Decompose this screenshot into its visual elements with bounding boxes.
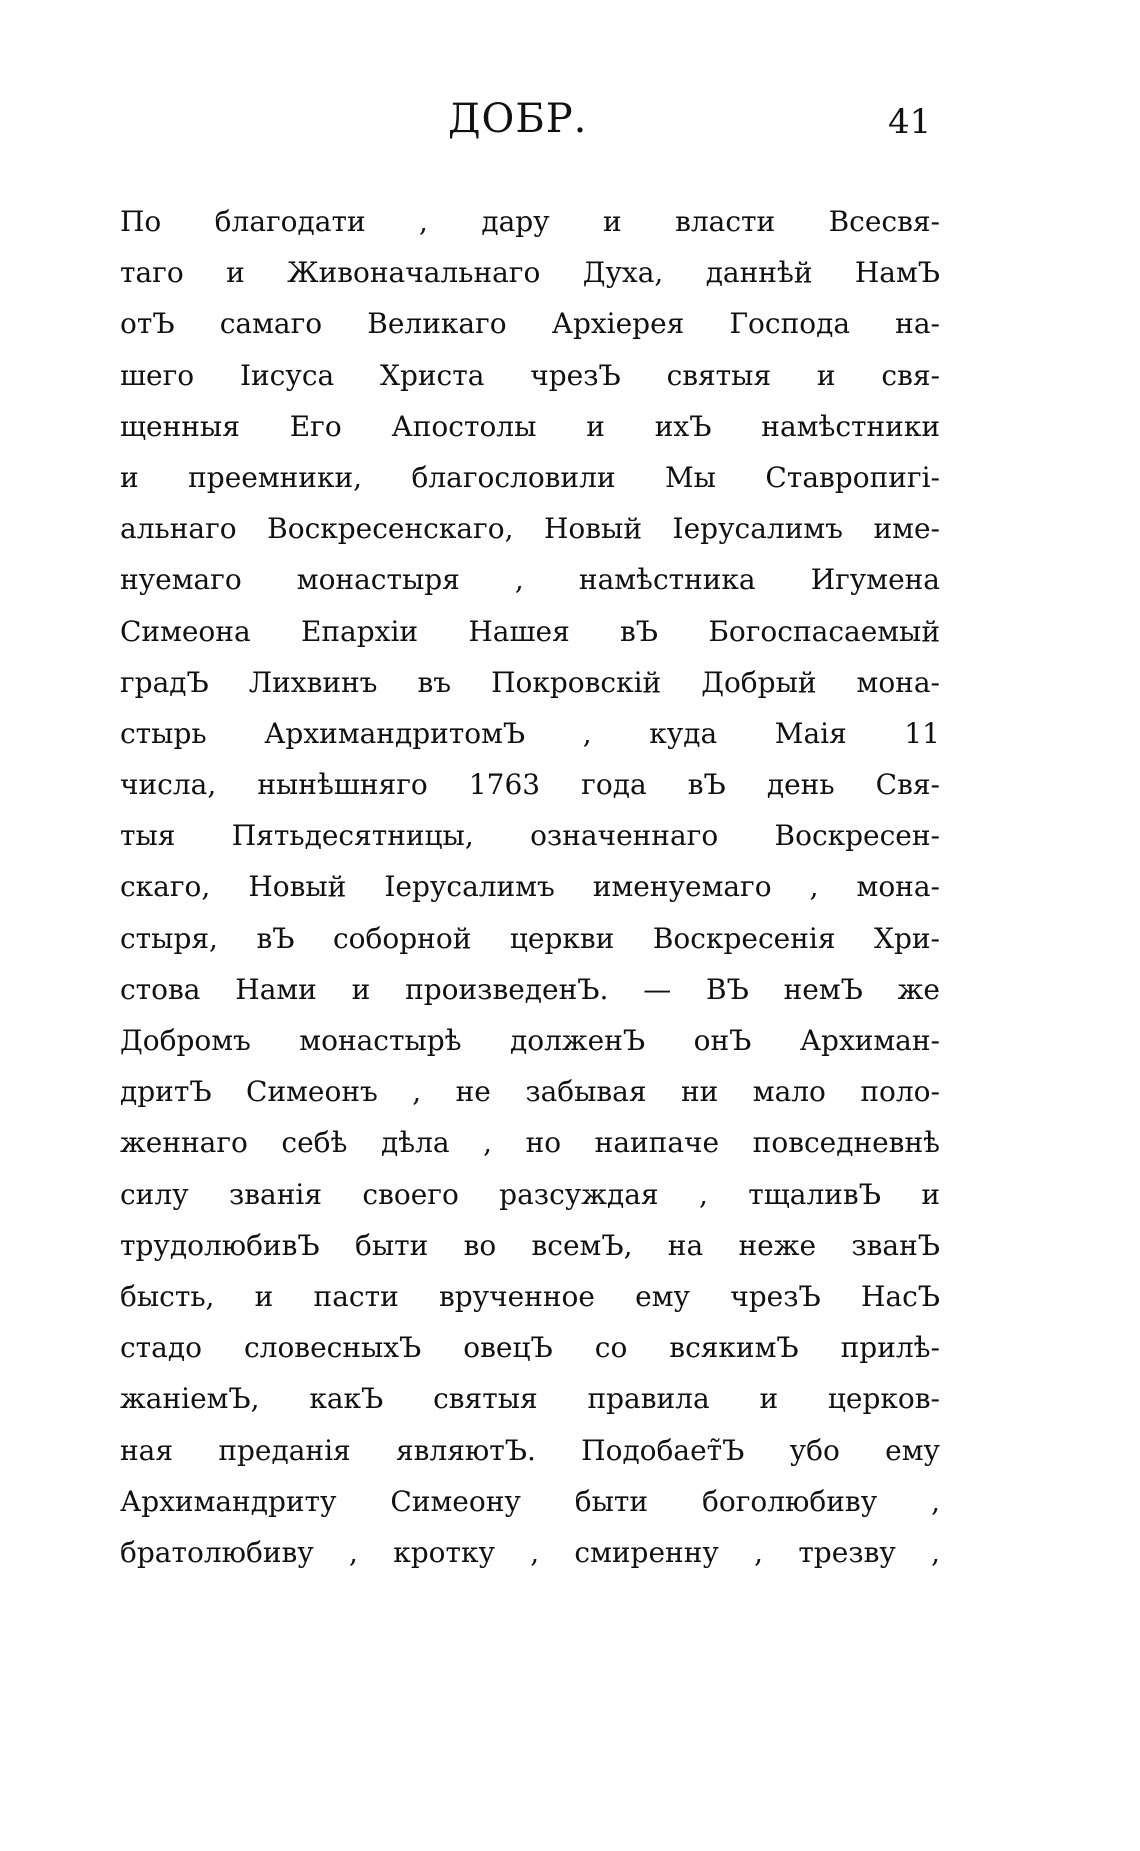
text-line: Архимандриту Симеону быти боголюбиву , (120, 1484, 940, 1518)
text-line: жаніемЪ, какЪ святыя правила и церков- (120, 1382, 940, 1416)
text-line: градЪ Лихвинъ въ Покровскій Добрый мона- (120, 665, 940, 699)
body-text (120, 196, 940, 1578)
text-line: ная преданія являютЪ. Подобает̃Ъ убо ему (120, 1433, 940, 1467)
text-line: скаго, Новый Іерусалимъ именуемаго , мона- (120, 870, 940, 904)
text-line: дритЪ Симеонъ , не забывая ни мало поло- (120, 1075, 940, 1109)
text-line: стова Нами и произведенЪ. — ВЪ немЪ же (120, 972, 940, 1006)
text-line: бысть, и пасти врученное ему чрезЪ НасЪ (120, 1279, 940, 1313)
text-line: альнаго Воскресенскаго, Новый Іерусалимъ име- (120, 512, 940, 546)
text-line: стадо словесныхЪ овецЪ со всякимЪ прилѣ- (120, 1331, 940, 1365)
text-line: таго и Живоначальнаго Духа, даннѣй НамЪ (120, 256, 940, 290)
running-head: ДОБР. (448, 96, 588, 142)
text-line: женнаго себѣ дѣла , но наипаче повседневнѣ (120, 1126, 940, 1160)
text-line: нуемаго монастыря , намѣстника Игумена (120, 563, 940, 597)
text-line: и преемники, благословили Мы Ставропигі- (120, 460, 940, 494)
text-line: стыря, вЪ соборной церкви Воскресенія Хри- (120, 921, 940, 955)
text-line: щенныя Его Апостолы и ихЪ намѣстники (120, 409, 940, 443)
text-line: стырь АрхимандритомЪ , куда Маія 11 (120, 716, 940, 750)
text-line: По благодати , дару и власти Всесвя- (120, 205, 940, 238)
text-line: трудолюбивЪ быти во всемЪ, на неже званЪ (120, 1228, 940, 1262)
text-line: братолюбиву , кротку , смиренну , трезву , (120, 1535, 940, 1569)
text-line: отЪ самаго Великаго Архіерея Господа на- (120, 307, 940, 341)
page-number: 41 (888, 102, 932, 142)
text-line: шего Іисуса Христа чрезЪ святыя и свя- (120, 358, 940, 392)
text-line: числа, нынѣшняго 1763 года вЪ день Свя- (120, 768, 940, 802)
text-line: Добромъ монастырѣ долженЪ онЪ Архиман- (120, 1024, 940, 1057)
text-line: силу званія своего разсуждая , тщаливЪ и (120, 1177, 940, 1211)
text-line: тыя Пятьдесятницы, означеннаго Воскресен- (120, 819, 940, 853)
text-line: Симеона Епархіи Нашея вЪ Богоспасаемый (120, 614, 940, 648)
